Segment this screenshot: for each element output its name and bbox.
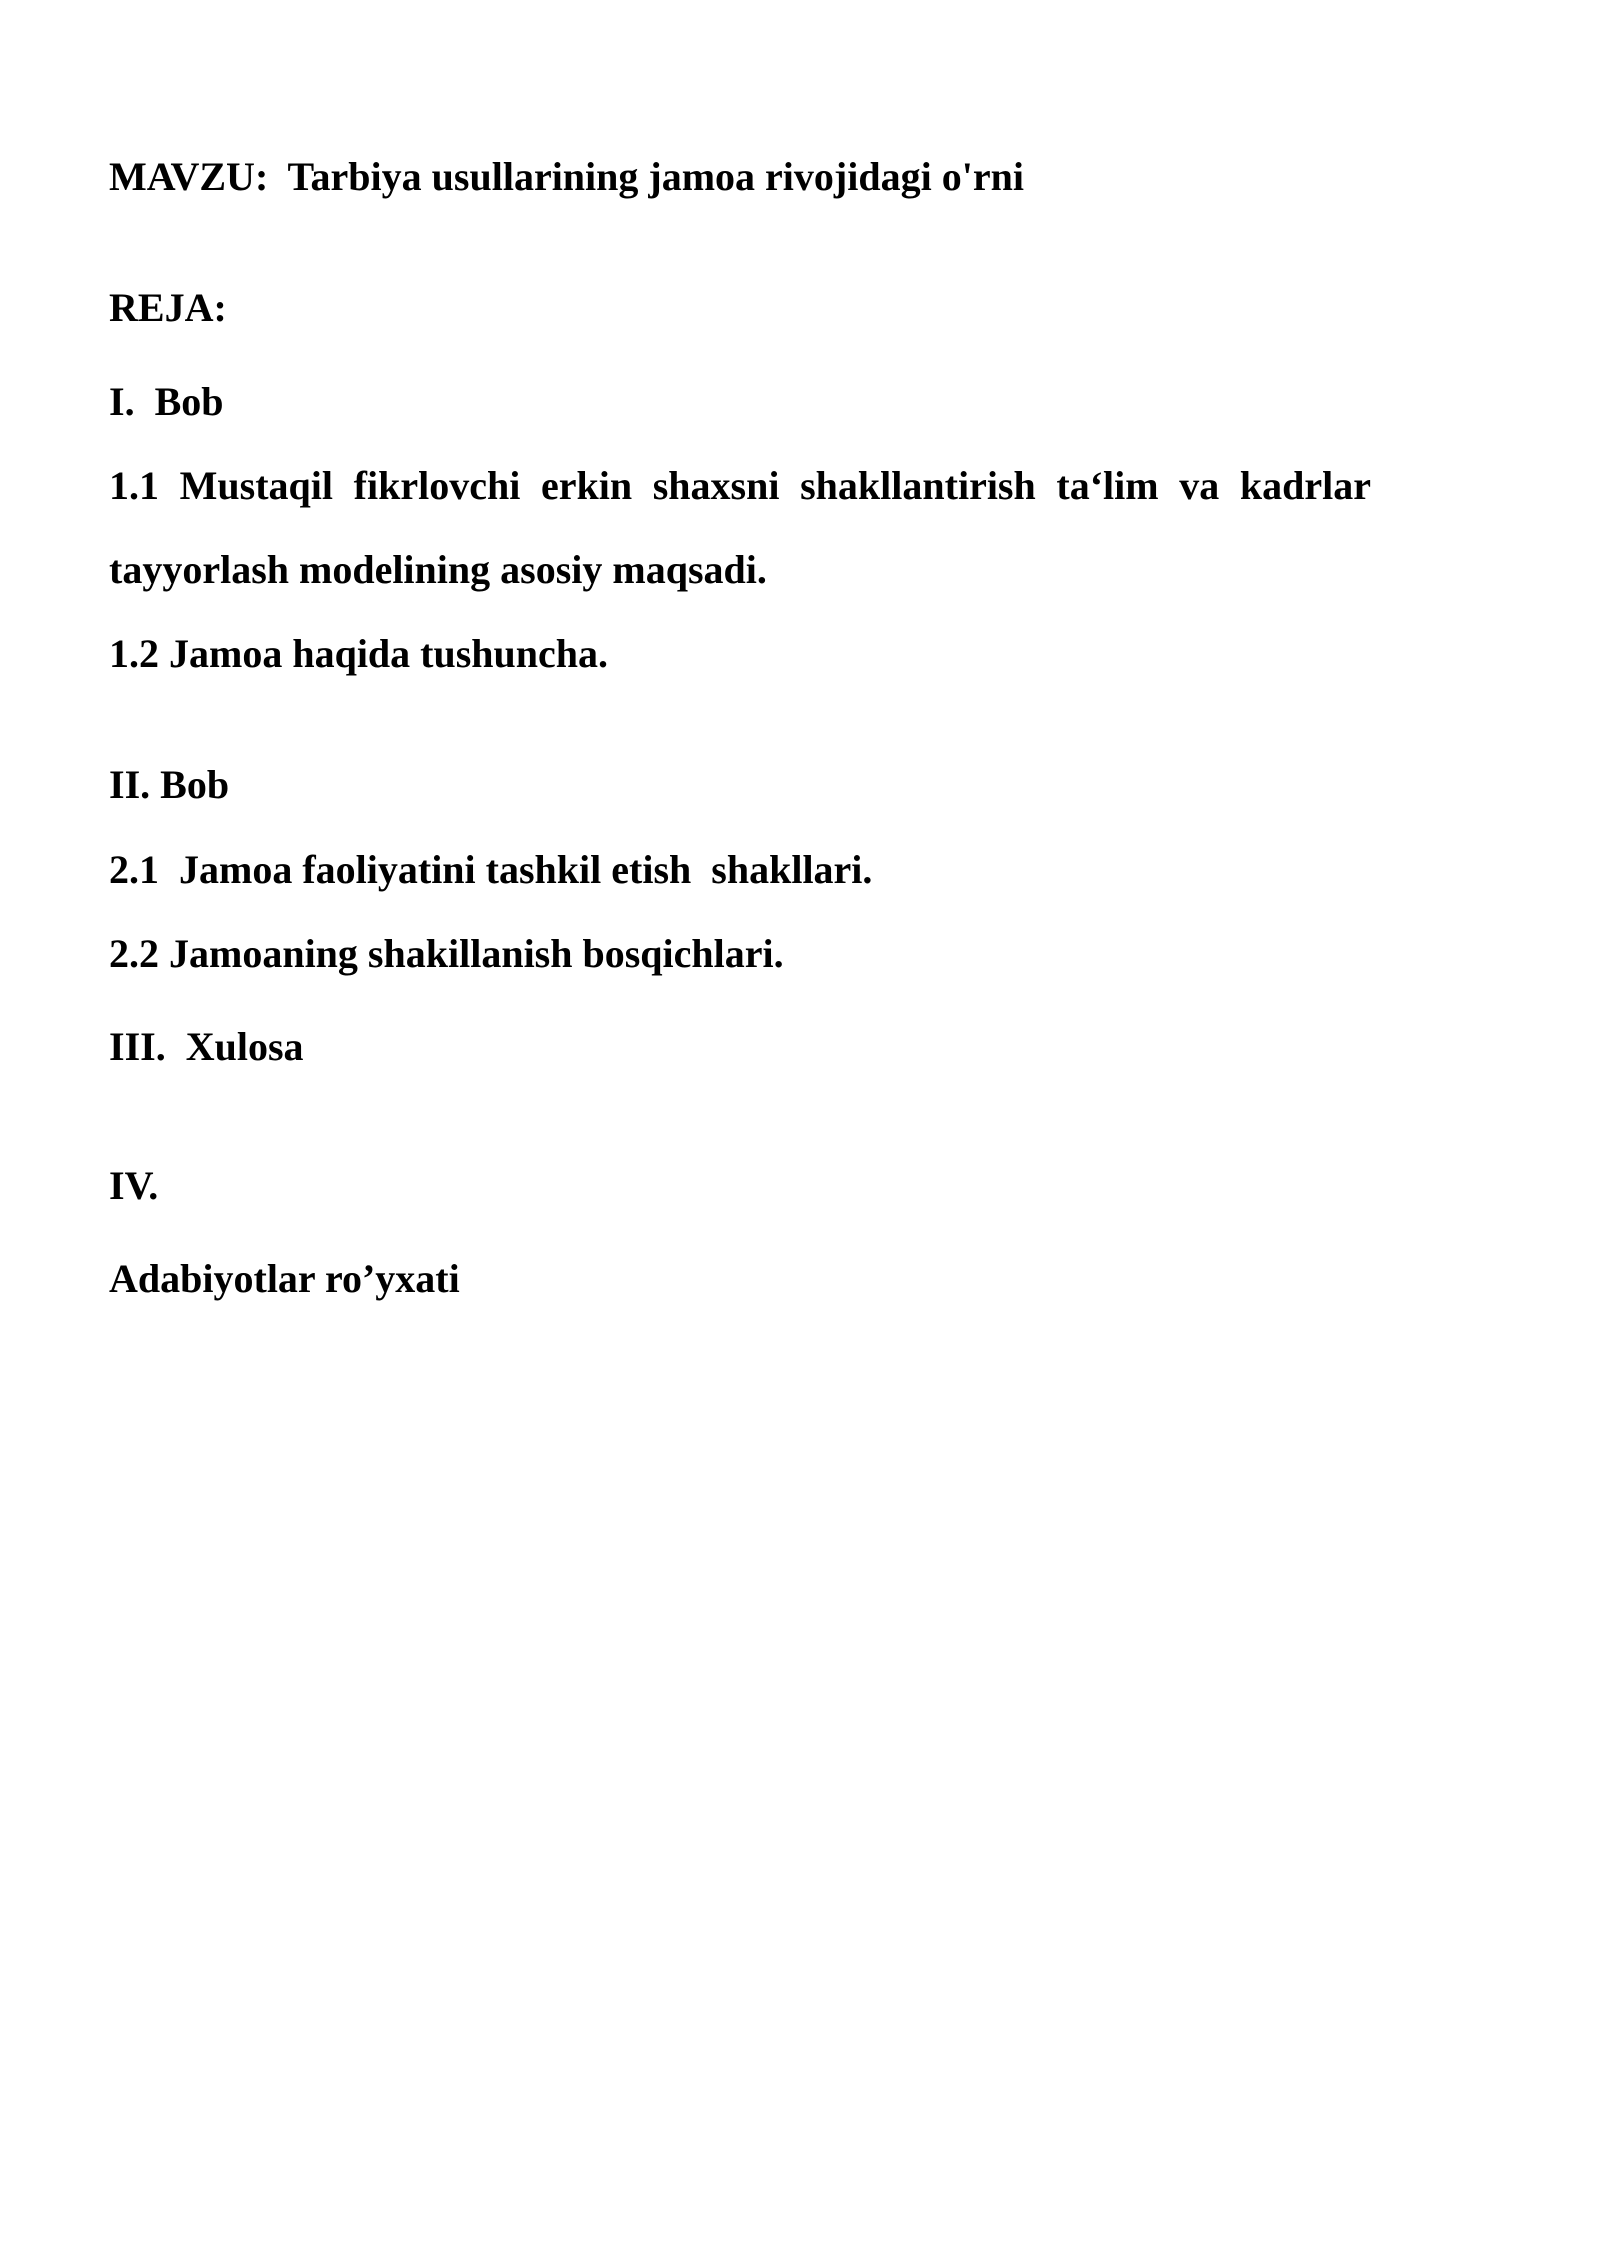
document-title: MAVZU: Tarbiya usullarining jamoa rivojidagi o'rni [109,154,1024,199]
section-4-heading: IV. [109,1163,159,1208]
item-2-1: 2.1 Jamoa faoliyatini tashkil etish shakllari. [109,847,873,892]
item-1-1-line-2: tayyorlash modelining asosiy maqsadi. [109,547,767,592]
item-1-1-line-1: 1.1 Mustaqil fikrlovchi erkin shaxsni shakllantirish ta‘lim va kadrlar [109,463,1371,508]
item-2-2: 2.2 Jamoaning shakillanish bosqichlari. [109,931,784,976]
chapter-1-heading: I. Bob [109,379,224,424]
section-3-conclusion: III. Xulosa [109,1024,304,1069]
plan-heading: REJA: [109,285,227,330]
references-heading: Adabiyotlar ro’yxati [109,1256,460,1301]
chapter-2-heading: II. Bob [109,762,230,807]
item-1-2: 1.2 Jamoa haqida tushuncha. [109,631,609,676]
